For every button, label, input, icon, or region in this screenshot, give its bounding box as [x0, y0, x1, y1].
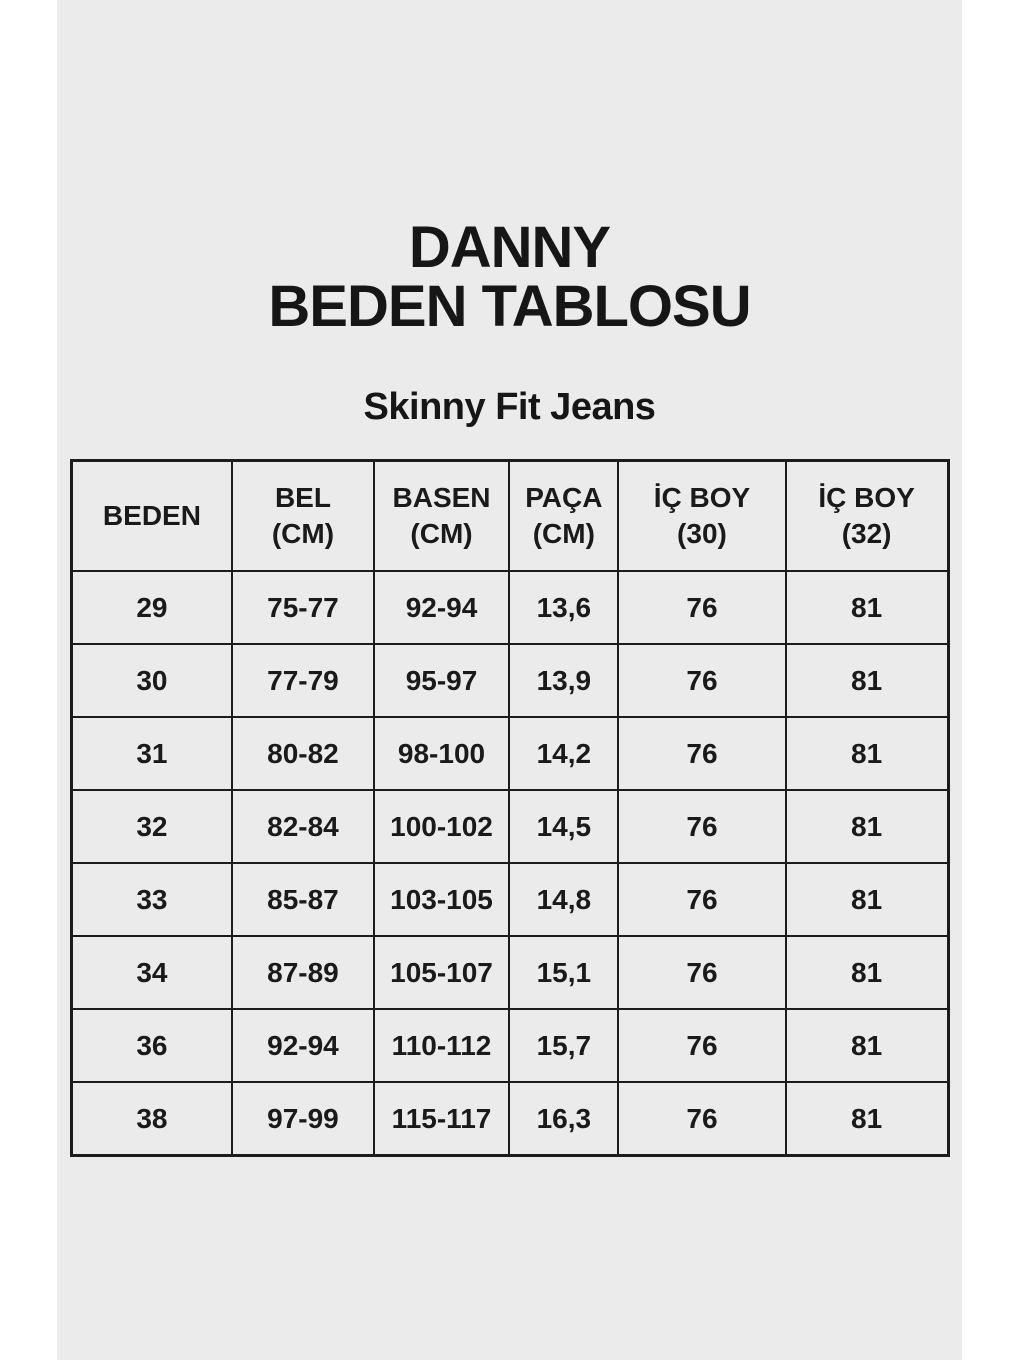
- page-subtitle: Skinny Fit Jeans: [363, 386, 656, 429]
- cell-icboy-32: 81: [786, 1082, 948, 1156]
- cell-paca: 14,5: [509, 790, 618, 863]
- cell-icboy-30: 76: [618, 571, 786, 644]
- cell-icboy-32: 81: [786, 1009, 948, 1082]
- cell-paca: 13,6: [509, 571, 618, 644]
- cell-icboy-30: 76: [618, 1009, 786, 1082]
- header-unit: (CM): [271, 518, 335, 550]
- cell-icboy-30: 76: [618, 1082, 786, 1156]
- column-header-basen: [374, 461, 510, 572]
- cell-icboy-32: 81: [786, 790, 948, 863]
- cell-paca: 15,1: [509, 936, 618, 1009]
- column-header-beden: [71, 461, 232, 572]
- cell-bel: 87-89: [232, 936, 373, 1009]
- content-panel: [57, 0, 962, 1360]
- cell-paca: 16,3: [509, 1082, 618, 1156]
- cell-bel: 77-79: [232, 644, 373, 717]
- cell-icboy-30: 76: [618, 717, 786, 790]
- cell-bel: 85-87: [232, 863, 373, 936]
- header-unit: (CM): [532, 518, 595, 550]
- column-header-icboy-30: [618, 461, 786, 572]
- cell-basen: 100-102: [374, 790, 510, 863]
- table-row: [71, 863, 948, 936]
- cell-icboy-30: 76: [618, 644, 786, 717]
- table-header-row: [71, 461, 948, 572]
- size-table: [70, 459, 950, 1157]
- header-unit: (CM): [410, 518, 473, 550]
- header-label: PAÇA: [525, 482, 603, 514]
- cell-basen: 115-117: [374, 1082, 510, 1156]
- cell-icboy-32: 81: [786, 936, 948, 1009]
- cell-icboy-32: 81: [786, 863, 948, 936]
- cell-beden: 31: [71, 717, 232, 790]
- cell-paca: 14,8: [509, 863, 618, 936]
- cell-basen: 92-94: [374, 571, 510, 644]
- cell-beden: 33: [71, 863, 232, 936]
- cell-icboy-30: 76: [618, 863, 786, 936]
- cell-beden: 34: [71, 936, 232, 1009]
- header-unit: (30): [677, 518, 727, 550]
- cell-icboy-32: 81: [786, 571, 948, 644]
- cell-basen: 98-100: [374, 717, 510, 790]
- cell-basen: 103-105: [374, 863, 510, 936]
- cell-icboy-32: 81: [786, 644, 948, 717]
- cell-basen: 95-97: [374, 644, 510, 717]
- table-row: [71, 571, 948, 644]
- cell-bel: 97-99: [232, 1082, 373, 1156]
- page-title-line-1: DANNY: [408, 215, 611, 280]
- cell-bel: 75-77: [232, 571, 373, 644]
- cell-icboy-30: 76: [618, 936, 786, 1009]
- table-row: [71, 936, 948, 1009]
- header-label: BEDEN: [102, 500, 201, 532]
- cell-bel: 80-82: [232, 717, 373, 790]
- header-unit: (32): [841, 518, 892, 550]
- header-label: BEL: [274, 482, 331, 514]
- cell-paca: 13,9: [509, 644, 618, 717]
- header-label: BASEN: [392, 482, 491, 514]
- cell-beden: 36: [71, 1009, 232, 1082]
- cell-beden: 30: [71, 644, 232, 717]
- column-header-paca: [509, 461, 618, 572]
- table-row: [71, 1009, 948, 1082]
- table-row: [71, 644, 948, 717]
- cell-beden: 29: [71, 571, 232, 644]
- cell-basen: 110-112: [374, 1009, 510, 1082]
- cell-basen: 105-107: [374, 936, 510, 1009]
- page-title: [57, 0, 962, 340]
- cell-bel: 82-84: [232, 790, 373, 863]
- header-label: İÇ BOY: [818, 482, 915, 514]
- cell-icboy-32: 81: [786, 717, 948, 790]
- cell-beden: 32: [71, 790, 232, 863]
- cell-icboy-30: 76: [618, 790, 786, 863]
- cell-paca: 15,7: [509, 1009, 618, 1082]
- header-label: İÇ BOY: [653, 482, 751, 514]
- page-title-line-2: BEDEN TABLOSU: [268, 274, 751, 340]
- table-row: [71, 717, 948, 790]
- table-row: [71, 1082, 948, 1156]
- table-row: [71, 790, 948, 863]
- cell-paca: 14,2: [509, 717, 618, 790]
- cell-beden: 38: [71, 1082, 232, 1156]
- column-header-bel: [232, 461, 373, 572]
- cell-bel: 92-94: [232, 1009, 373, 1082]
- column-header-icboy-32: [786, 461, 948, 572]
